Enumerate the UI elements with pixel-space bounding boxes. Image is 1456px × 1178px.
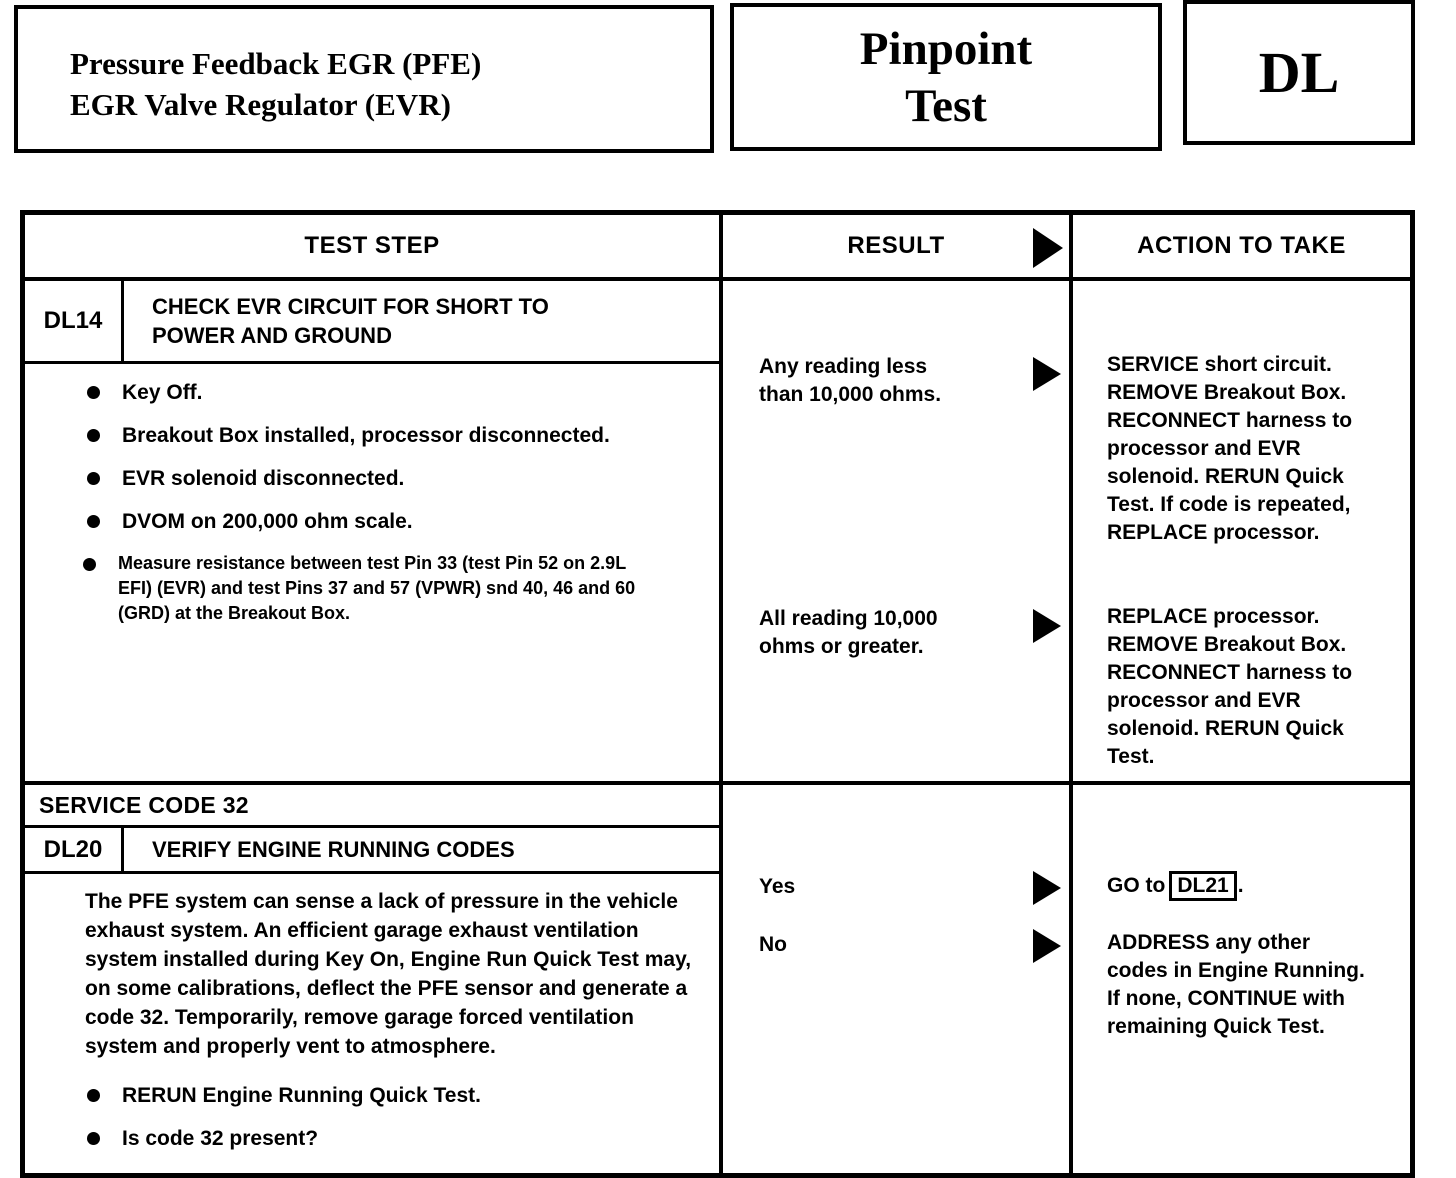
bullet-text: Breakout Box installed, processor disconnected. xyxy=(122,424,610,447)
result-cell-dl20 xyxy=(723,785,1073,1173)
bullet-text: Is code 32 present? xyxy=(122,1127,319,1150)
action-text: ADDRESS any other codes in Engine Running. If none, CONTINUE with remaining Quick Test. xyxy=(1107,931,1365,1038)
system-title-line1: Pressure Feedback EGR (PFE) xyxy=(70,46,482,81)
pinpoint-title-line1: Pinpoint xyxy=(859,23,1033,75)
column-header-action-label: ACTION TO TAKE xyxy=(1137,232,1346,259)
column-header-test-step-label: TEST STEP xyxy=(304,232,440,259)
bullet-text: EVR solenoid disconnected. xyxy=(122,467,405,490)
action-cell-dl20 xyxy=(1073,785,1410,1173)
table-row-dl14 xyxy=(25,281,1410,781)
action-text: REPLACE processor. REMOVE Breakout Box. RECONNECT harness to processor and EVR solenoid. RERUN Quick Test. xyxy=(1107,605,1353,768)
result-text: No xyxy=(759,933,787,956)
step-header-dl14 xyxy=(25,281,719,364)
bullet-icon xyxy=(87,429,100,442)
bullet-item xyxy=(83,551,699,626)
column-header-test-step xyxy=(25,215,723,277)
column-header-result xyxy=(723,215,1073,277)
pinpoint-title-line2: Test xyxy=(905,80,987,132)
bullet-icon xyxy=(87,1089,100,1102)
step-header-dl20 xyxy=(25,828,719,874)
bullet-icon xyxy=(87,515,100,528)
test-step-cell-dl20 xyxy=(25,785,723,1173)
result-arrow-icon xyxy=(1033,609,1061,643)
column-header-action xyxy=(1073,215,1410,277)
service-code-heading: SERVICE CODE 32 xyxy=(25,785,719,828)
result-arrow-icon xyxy=(1033,929,1061,963)
test-step-cell-dl14 xyxy=(25,281,723,781)
result-arrow-icon xyxy=(1033,357,1061,391)
bullet-icon xyxy=(87,472,100,485)
step-title-dl14: CHECK EVR CIRCUIT FOR SHORT TO POWER AND GROUND xyxy=(152,294,549,348)
step-reference-dl21: DL21 xyxy=(1169,871,1236,901)
bullet-item xyxy=(87,422,699,449)
bullet-text: RERUN Engine Running Quick Test. xyxy=(122,1084,481,1107)
bullet-icon xyxy=(87,1132,100,1145)
result-text: Yes xyxy=(759,875,796,898)
bullet-icon xyxy=(83,558,96,571)
bullet-text: DVOM on 200,000 ohm scale. xyxy=(122,510,413,533)
result-cell-dl14 xyxy=(723,281,1073,781)
result-header-arrow-icon xyxy=(1033,228,1063,268)
step-id-dl14: DL14 xyxy=(25,281,124,361)
step-id-dl20: DL20 xyxy=(25,828,124,871)
bullet-item xyxy=(87,379,699,406)
pinpoint-test-table xyxy=(20,210,1415,1178)
test-code-box xyxy=(1183,0,1415,145)
bullet-text: Key Off. xyxy=(122,381,203,404)
bullet-text: Measure resistance between test Pin 33 (test Pin 52 on 2.9L EFI) (EVR) and test Pins 37 and 57 (VPWR) snd 40, 46 and 60 (GRD) at the Breakout Box. xyxy=(118,553,636,623)
bullet-item xyxy=(87,465,699,492)
column-header-result-label: RESULT xyxy=(847,232,945,259)
result-text: Any reading less than 10,000 ohms. xyxy=(759,355,942,406)
result-text: All reading 10,000 ohms or greater. xyxy=(759,607,938,658)
action-text: SERVICE short circuit. REMOVE Breakout Box. RECONNECT harness to processor and EVR solenoid. RERUN Quick Test. If code is repeated, REPLACE processor. xyxy=(1107,353,1353,544)
bullet-item xyxy=(87,1125,699,1152)
system-title-line2: EGR Valve Regulator (EVR) xyxy=(70,87,451,122)
system-title-box xyxy=(14,5,714,153)
bullet-item xyxy=(87,1082,699,1109)
bullet-icon xyxy=(87,386,100,399)
action-go-to-suffix: . xyxy=(1237,874,1244,897)
test-code: DL xyxy=(1258,40,1340,105)
action-cell-dl14 xyxy=(1073,281,1410,781)
action-go-to-prefix: GO to xyxy=(1107,874,1166,897)
step-description: The PFE system can sense a lack of pressure in the vehicle exhaust system. An efficient garage exhaust ventilation system installed during Key On, Engine Run Quick Test may, on some calibrations, deflect the PFE sensor and generate a code 32. Temporarily, remove garage forced ventilation system and properly vent to atmosphere. xyxy=(85,890,692,1058)
bullet-item xyxy=(87,508,699,535)
table-row-dl20 xyxy=(25,781,1410,1173)
step-title-dl20: VERIFY ENGINE RUNNING CODES xyxy=(152,837,515,862)
pinpoint-test-box xyxy=(730,3,1162,151)
table-header-row xyxy=(25,215,1410,281)
action-text xyxy=(1107,871,1375,901)
result-arrow-icon xyxy=(1033,871,1061,905)
